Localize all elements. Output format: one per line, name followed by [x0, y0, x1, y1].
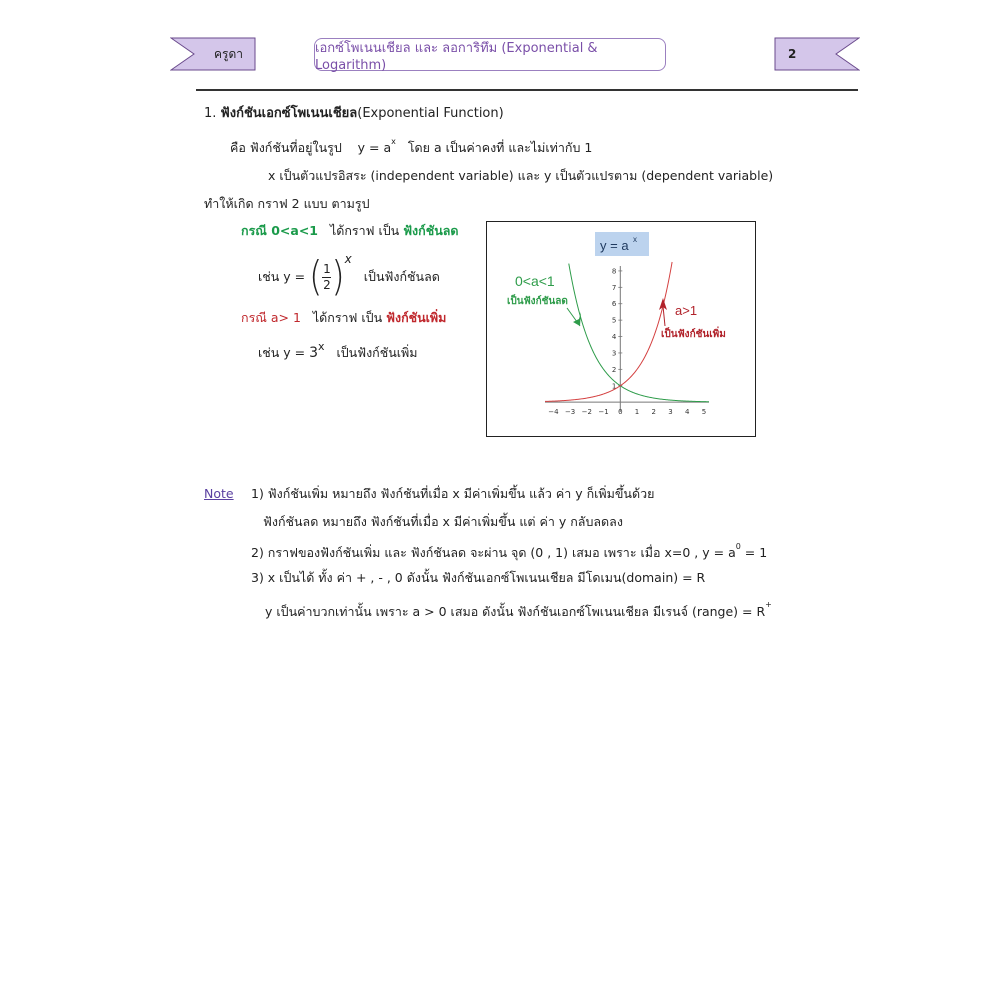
- label-increasing-condition: a>1: [675, 303, 698, 318]
- case1-type: ฟังก์ชันลด: [403, 223, 459, 238]
- author-badge-shape: [170, 37, 256, 71]
- ex2-prefix: เช่น y =: [258, 345, 306, 360]
- arrow-increasing-line: [663, 306, 665, 326]
- note-2-exponent: 0: [735, 542, 741, 551]
- ex2-suffix: เป็นฟังก์ชันเพิ่ม: [336, 345, 418, 360]
- def-exponent: x: [391, 137, 396, 146]
- header-divider: [196, 89, 858, 91]
- definition-line: [230, 137, 592, 156]
- page-number: 2: [788, 47, 797, 61]
- note-4: [265, 601, 772, 620]
- note-label: Note: [204, 486, 234, 501]
- increasing-curve: [545, 262, 672, 401]
- page-header-title: [314, 38, 666, 71]
- exponential-graph: [487, 222, 755, 436]
- case1-mid: ได้กราฟ เป็น: [329, 223, 400, 238]
- x-tick-label: −2: [581, 408, 593, 417]
- note-3: 3) x เป็นได้ ทั้ง ค่า + , - , 0 ดังนั้น ฟังก์ชันเอกซ์โพเนนเชียล มีโดเมน(domain) = R: [251, 570, 706, 585]
- x-tick-label: 0: [618, 408, 623, 417]
- heading-en: (Exponential Function): [357, 106, 504, 121]
- note-4-text: y เป็นค่าบวกเท่านั้น เพราะ a > 0 เสมอ ดังนั้น ฟังก์ชันเอกซ์โพเนนเชียล มีเรนจ์ (range) = R: [265, 604, 766, 620]
- fraction-denominator: 2: [323, 277, 331, 292]
- graph-frame: [486, 221, 756, 437]
- ex1-exponent: x: [344, 252, 352, 266]
- case-increasing-line: [241, 310, 446, 326]
- left-paren: (: [309, 253, 323, 301]
- heading-thai: ฟังก์ชันเอกซ์โพเนนเชียล: [220, 106, 358, 121]
- y-tick-label: 7: [611, 283, 617, 292]
- note-1b: ฟังก์ชันลด หมายถึง ฟังก์ชันที่เมื่อ x มีค่าเพิ่มขึ้น แต่ ค่า y กลับลดลง: [263, 514, 623, 529]
- y-tick-label: 5: [611, 316, 617, 325]
- case2-prefix: กรณี a> 1: [241, 310, 301, 325]
- fraction: [322, 262, 331, 293]
- case2-type: ฟังก์ชันเพิ่ม: [386, 310, 447, 325]
- heading-number: 1.: [204, 106, 217, 121]
- ex1-suffix: เป็นฟังก์ชันลด: [363, 269, 440, 284]
- right-paren: ): [331, 253, 345, 301]
- x-tick-label: 3: [668, 408, 673, 417]
- def-prefix: คือ ฟังก์ชันที่อยู่ในรูป: [230, 140, 342, 156]
- y-tick-label: 3: [611, 349, 617, 358]
- variables-line: x เป็นตัวแปรอิสระ (independent variable) และ y เป็นตัวแปรตาม (dependent variable): [268, 168, 774, 183]
- x-tick-label: 2: [651, 408, 657, 417]
- x-tick-label: 1: [634, 408, 640, 417]
- x-tick-label: −4: [548, 408, 559, 417]
- x-tick-label: −3: [564, 408, 576, 417]
- ex1-prefix: เช่น y =: [258, 269, 306, 284]
- note-4-exponent: +: [765, 600, 772, 609]
- x-tick-label: 5: [701, 408, 707, 417]
- label-decreasing-type: เป็นฟังก์ชันลด: [507, 296, 568, 307]
- note-2: [251, 542, 767, 561]
- def-formula: y = a: [357, 140, 392, 156]
- graph-title-exponent: x: [633, 235, 637, 244]
- note-1a: 1) ฟังก์ชันเพิ่ม หมายถึง ฟังก์ชันที่เมื่อ x มีค่าเพิ่มขึ้น แล้ว ค่า y ก็เพิ่มขึ้นด้วย: [251, 486, 655, 501]
- note-2-tail: = 1: [740, 545, 768, 561]
- case1-prefix: กรณี 0<a<1: [241, 223, 319, 238]
- section-heading: [204, 106, 504, 122]
- y-tick-label: 4: [611, 333, 617, 342]
- case-decreasing-line: [241, 223, 459, 239]
- ex2-base: 3: [309, 345, 319, 361]
- label-decreasing-condition: 0<a<1: [515, 273, 555, 289]
- label-increasing-type: เป็นฟังก์ชันเพิ่ม: [661, 329, 726, 340]
- page-number-badge-shape: [774, 37, 860, 71]
- y-tick-label: 6: [611, 300, 617, 309]
- def-suffix: โดย a เป็นค่าคงที่ และไม่เท่ากับ 1: [407, 140, 593, 156]
- y-tick-label: 2: [611, 365, 617, 374]
- example-increasing: [258, 340, 418, 362]
- y-tick-label: 8: [611, 267, 617, 276]
- case2-mid: ได้กราฟ เป็น: [312, 310, 383, 325]
- example-decreasing: [258, 250, 440, 304]
- ex2-exponent: x: [318, 340, 325, 353]
- note-2-text: 2) กราฟของฟังก์ชันเพิ่ม และ ฟังก์ชันลด จะผ่าน จุด (0 , 1) เสมอ เพราะ เมื่อ x=0 , y = a: [251, 545, 736, 561]
- graph-intro-line: ทำให้เกิด กราฟ 2 แบบ ตามรูป: [204, 196, 370, 211]
- page-header-title-text: เอกซ์โพเนนเชียล และ ลอการิทึม (Exponential & Logarithm): [315, 40, 598, 73]
- fraction-numerator: 1: [323, 261, 331, 276]
- author-label: ครูดา: [214, 47, 244, 61]
- x-tick-label: 4: [685, 408, 690, 417]
- x-tick-label: −1: [598, 408, 609, 417]
- graph-title: y = a: [600, 238, 629, 253]
- y-tick-label: 1: [611, 382, 617, 391]
